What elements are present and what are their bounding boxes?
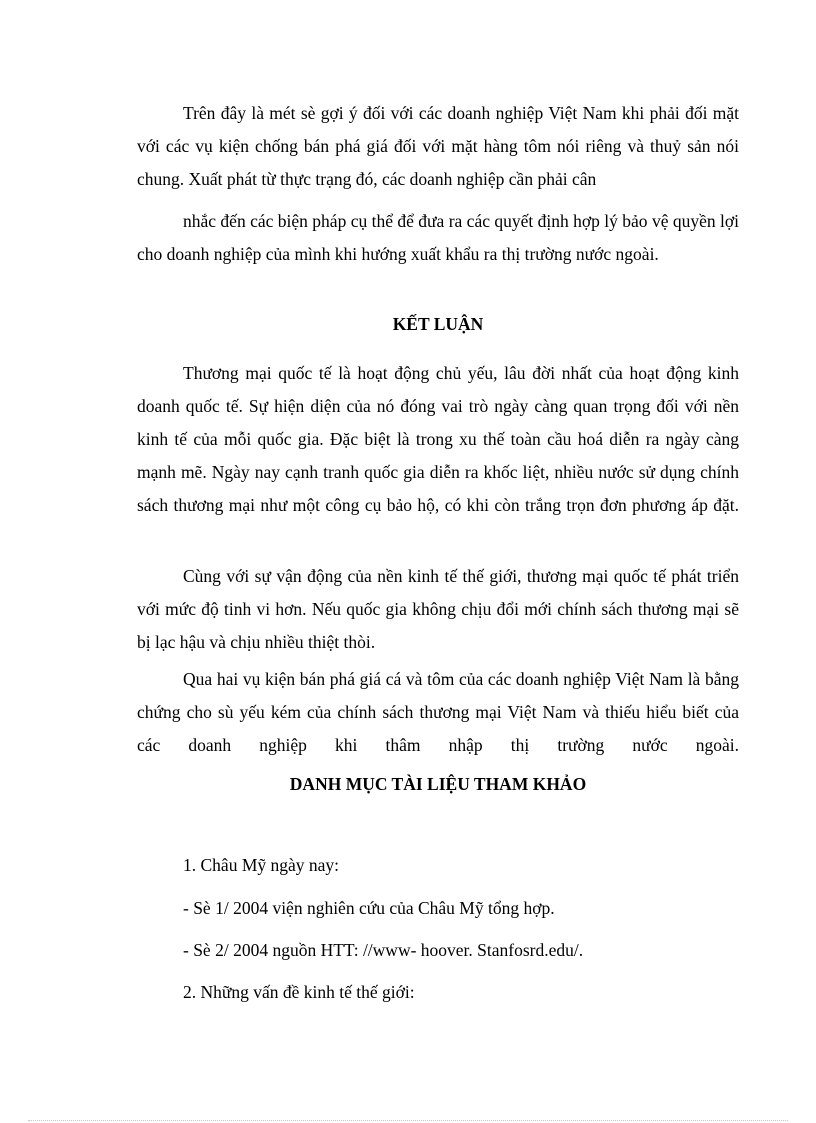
reference-item: - Sè 2/ 2004 nguồn HTT: //www- hoover. Stanfosrd.edu/. <box>183 940 584 960</box>
paragraph-intro: Trên đây là mét sè gợi ý đối với các doanh nghiệp Việt Nam khi phải đối mặt với các vụ kiện chống bán phá giá đối với mặt hàng tôm nói riêng và thuỷ sản nói chung. Xuất phát từ thực trạng đó, các doanh nghiệp cần phải cân <box>137 103 739 189</box>
paragraph-conclusion-3: Qua hai vụ kiện bán phá giá cá và tôm của các doanh nghiệp Việt Nam là bằng chứng cho sù yếu kém của chính sách thương mại Việt Nam và thiếu hiểu biết của các doanh nghiệp khi thâm nhập thị trường nước ngoài. <box>137 669 739 755</box>
conclusion-heading: KẾT LUẬN <box>392 314 484 334</box>
reference-item: - Sè 1/ 2004 viện nghiên cứu của Châu Mỹ tổng hợp. <box>183 898 555 918</box>
reference-item: 2. Những vấn đề kinh tế thế giới: <box>183 982 415 1002</box>
paragraph-conclusion-1: Thương mại quốc tế là hoạt động chủ yếu, lâu đời nhất của hoạt động kinh doanh quốc tế. Sự hiện diện của nó đóng vai trò ngày càng quan trọng đối với nền kinh tế của mỗi quốc gia. Đặc biệt là trong xu thế toàn cầu hoá diễn ra ngày càng mạnh mẽ. Ngày nay cạnh tranh quốc gia diễn ra khốc liệt, nhiều nước sử dụng chính sách thương mại như một công cụ bảo hộ, có khi còn trắng trọn đơn phương áp đặt. <box>137 363 739 515</box>
references-heading: DANH MỤC TÀI LIỆU THAM KHẢO <box>289 774 587 794</box>
paragraph-measures: nhắc đến các biện pháp cụ thể để đưa ra các quyết định hợp lý bảo vệ quyền lợi cho doanh nghiệp của mình khi hướng xuất khẩu ra thị trường nước ngoài. <box>137 211 739 264</box>
page-bottom-divider <box>28 1120 788 1121</box>
reference-item: 1. Châu Mỹ ngày nay: <box>183 855 340 875</box>
paragraph-conclusion-2: Cùng với sự vận động của nền kinh tế thế giới, thương mại quốc tế phát triển với mức độ tinh vi hơn. Nếu quốc gia không chịu đổi mới chính sách thương mại sẽ bị lạc hậu và chịu nhiều thiệt thòi. <box>137 566 739 652</box>
